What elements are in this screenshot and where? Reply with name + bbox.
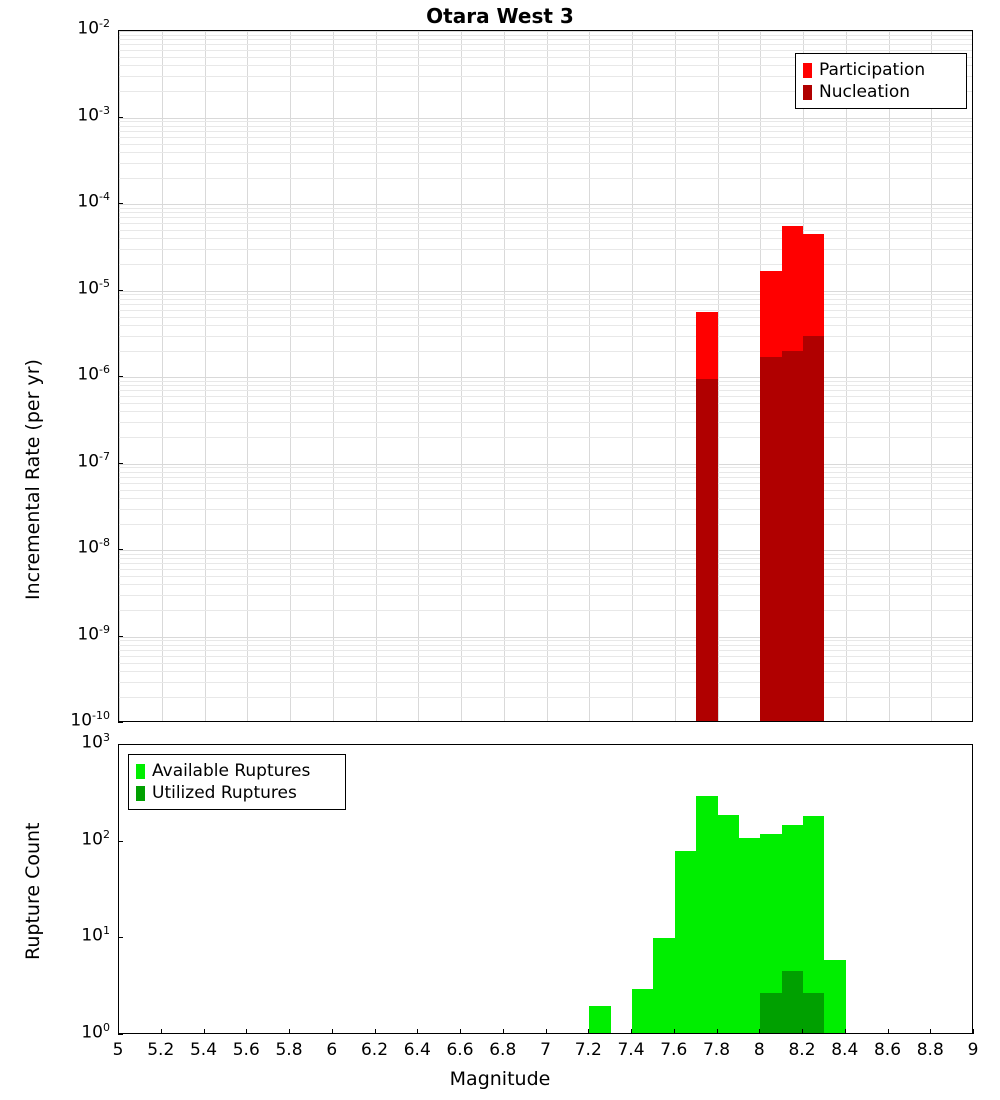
gridline — [119, 351, 972, 352]
gridline — [119, 163, 972, 164]
gridline — [376, 31, 377, 721]
legend-label-utilized: Utilized Ruptures — [152, 783, 297, 803]
legend-item-utilized-ruptures — [136, 782, 338, 804]
x-tick-label: 7.2 — [574, 1040, 602, 1060]
gridline — [119, 152, 972, 153]
gridline — [418, 31, 419, 721]
gridline — [119, 35, 972, 36]
incremental-rate-plot — [118, 30, 973, 722]
x-tick-label: 6.8 — [489, 1040, 517, 1060]
bar — [739, 838, 760, 1034]
legend-label-available: Available Ruptures — [152, 761, 311, 781]
x-tick-mark — [674, 1029, 675, 1034]
x-tick-label: 5.2 — [147, 1040, 175, 1060]
x-tick-mark — [588, 1029, 589, 1034]
gridline — [119, 230, 972, 231]
gridline — [547, 31, 548, 721]
gridline — [119, 595, 972, 596]
y-tick-mark — [118, 549, 123, 550]
gridline — [119, 483, 972, 484]
x-tick-mark — [845, 1029, 846, 1034]
gridline — [119, 490, 972, 491]
gridline — [119, 697, 972, 698]
gridline — [119, 576, 972, 577]
gridline — [119, 637, 972, 638]
gridline — [119, 131, 972, 132]
x-tick-label: 8 — [753, 1040, 765, 1060]
y-tick-label: $10^3$ — [81, 731, 110, 753]
bar — [824, 960, 845, 1034]
y-tick-label: $10^{-7}$ — [77, 449, 110, 472]
bar — [760, 993, 781, 1034]
gridline — [119, 249, 972, 250]
gridline — [119, 464, 972, 465]
top-legend — [795, 53, 967, 109]
x-tick-label: 6.4 — [403, 1040, 431, 1060]
x-tick-label: 5 — [112, 1040, 124, 1060]
x-tick-mark — [888, 1029, 889, 1034]
x-tick-mark — [332, 1029, 333, 1034]
legend-item-available-ruptures — [136, 760, 338, 782]
gridline — [119, 524, 972, 525]
y-tick-label: $10^2$ — [81, 827, 110, 850]
gridline — [119, 563, 972, 564]
gridline — [119, 422, 972, 423]
x-tick-label: 6.2 — [360, 1040, 389, 1060]
gridline — [119, 640, 972, 641]
x-tick-mark — [460, 1029, 461, 1034]
gridline — [205, 31, 206, 721]
x-tick-label: 5.4 — [189, 1040, 218, 1060]
legend-label-nucleation: Nucleation — [819, 82, 911, 102]
gridline — [119, 509, 972, 510]
x-tick-mark — [289, 1029, 290, 1034]
y-tick-label: $10^{-8}$ — [77, 536, 110, 558]
gridline — [119, 304, 972, 305]
gridline — [119, 377, 972, 378]
legend-item-participation — [803, 59, 959, 81]
gridline — [119, 178, 972, 179]
gridline — [119, 118, 972, 119]
gridline — [119, 403, 972, 404]
x-tick-label: 8.6 — [873, 1040, 902, 1060]
gridline — [119, 208, 972, 209]
bar — [782, 351, 803, 722]
y-tick-label: $10^{-2}$ — [77, 17, 110, 39]
gridline — [119, 498, 972, 499]
gridline — [119, 325, 972, 326]
y-tick-mark — [118, 463, 123, 464]
bar — [803, 993, 824, 1034]
gridline — [119, 584, 972, 585]
y-tick-label: $10^{-3}$ — [77, 103, 110, 126]
x-tick-label: 7.6 — [660, 1040, 688, 1060]
gridline — [119, 472, 972, 473]
gridline — [889, 31, 890, 721]
y-tick-mark — [118, 841, 123, 842]
x-tick-mark — [503, 1029, 504, 1034]
x-tick-label: 5.8 — [275, 1040, 303, 1060]
x-tick-label: 6.6 — [446, 1040, 474, 1060]
gridline — [119, 610, 972, 611]
gridline — [119, 437, 972, 438]
gridline — [119, 204, 972, 205]
gridline — [119, 336, 972, 337]
y-tick-mark — [118, 117, 123, 118]
x-tick-mark — [802, 1029, 803, 1034]
legend-label-participation: Participation — [819, 60, 926, 80]
bar — [760, 357, 781, 722]
gridline — [119, 317, 972, 318]
legend-item-nucleation — [803, 81, 959, 103]
gridline — [333, 31, 334, 721]
x-axis-label: Magnitude — [449, 1068, 551, 1090]
gridline — [119, 310, 972, 311]
x-tick-label: 7.4 — [617, 1040, 645, 1060]
y-tick-label: $10^1$ — [81, 924, 110, 946]
gridline — [119, 223, 972, 224]
gridline — [119, 299, 972, 300]
gridline — [119, 381, 972, 382]
bar — [803, 336, 824, 722]
page-title: Otara West 3 — [426, 4, 574, 28]
legend-swatch-available — [136, 764, 145, 779]
gridline — [119, 554, 972, 555]
x-tick-mark — [375, 1029, 376, 1034]
bar — [696, 796, 717, 1034]
x-tick-mark — [759, 1029, 760, 1034]
legend-swatch-utilized — [136, 786, 145, 801]
gridline — [119, 126, 972, 127]
x-tick-mark — [930, 1029, 931, 1034]
gridline — [119, 477, 972, 478]
x-tick-mark — [246, 1029, 247, 1034]
x-tick-mark — [717, 1029, 718, 1034]
y-tick-label: $10^{-10}$ — [70, 709, 110, 731]
bar — [632, 989, 653, 1034]
y-tick-label: $10^{-5}$ — [77, 276, 110, 299]
x-tick-mark — [973, 1029, 974, 1034]
gridline — [119, 44, 972, 45]
gridline — [931, 31, 932, 721]
y-tick-label: $10^0$ — [81, 1021, 110, 1043]
gridline — [162, 31, 163, 721]
x-tick-label: 8.8 — [916, 1040, 944, 1060]
y-tick-label: $10^{-9}$ — [77, 622, 110, 645]
gridline — [119, 294, 972, 295]
bar — [653, 938, 674, 1034]
gridline — [119, 238, 972, 239]
bar — [718, 815, 739, 1034]
gridline — [632, 31, 633, 721]
gridline — [119, 385, 972, 386]
bottom-legend — [128, 754, 346, 810]
y-tick-mark — [118, 1034, 123, 1035]
bar — [696, 379, 717, 722]
x-tick-mark — [118, 1029, 119, 1034]
y-tick-mark — [118, 376, 123, 377]
gridline — [119, 121, 972, 122]
gridline — [119, 650, 972, 651]
x-tick-label: 6 — [326, 1040, 338, 1060]
gridline — [461, 31, 462, 721]
x-tick-mark — [161, 1029, 162, 1034]
gridline — [119, 663, 972, 664]
legend-swatch-participation — [803, 63, 812, 78]
gridline — [119, 645, 972, 646]
x-tick-label: 9 — [967, 1040, 979, 1060]
bar — [782, 971, 803, 1034]
x-tick-mark — [546, 1029, 547, 1034]
gridline — [675, 31, 676, 721]
x-tick-mark — [204, 1029, 205, 1034]
gridline — [119, 467, 972, 468]
gridline — [589, 31, 590, 721]
bar — [675, 851, 696, 1034]
x-tick-label: 5.6 — [232, 1040, 260, 1060]
x-tick-label: 8.2 — [788, 1040, 816, 1060]
gridline — [119, 144, 972, 145]
gridline — [504, 31, 505, 721]
legend-swatch-nucleation — [803, 85, 812, 100]
gridline — [119, 291, 972, 292]
y-tick-label: $10^{-6}$ — [77, 363, 110, 385]
gridline — [290, 31, 291, 721]
gridline — [718, 31, 719, 721]
gridline — [119, 682, 972, 683]
gridline — [119, 550, 972, 551]
gridline — [119, 558, 972, 559]
bar — [589, 1006, 610, 1034]
top-y-axis-label: Incremental Rate (per yr) — [22, 359, 44, 600]
gridline — [119, 396, 972, 397]
gridline — [119, 264, 972, 265]
x-tick-label: 7.8 — [702, 1040, 731, 1060]
y-tick-mark — [118, 30, 123, 31]
x-tick-mark — [417, 1029, 418, 1034]
gridline — [119, 390, 972, 391]
y-tick-mark — [118, 290, 123, 291]
gridline — [247, 31, 248, 721]
gridline — [119, 411, 972, 412]
bottom-y-axis-label: Rupture Count — [22, 822, 44, 960]
y-tick-label: $10^{-4}$ — [77, 190, 110, 212]
gridline — [846, 31, 847, 721]
gridline — [119, 137, 972, 138]
gridline — [119, 39, 972, 40]
y-tick-mark — [118, 744, 123, 745]
gridline — [119, 31, 972, 32]
gridline — [119, 212, 972, 213]
y-tick-mark — [118, 937, 123, 938]
gridline — [119, 569, 972, 570]
gridline — [119, 50, 972, 51]
gridline — [119, 217, 972, 218]
x-tick-label: 7 — [540, 1040, 551, 1060]
gridline — [119, 656, 972, 657]
x-tick-mark — [631, 1029, 632, 1034]
y-tick-mark — [118, 203, 123, 204]
y-tick-mark — [118, 636, 123, 637]
x-tick-label: 8.4 — [831, 1040, 859, 1060]
gridline — [119, 671, 972, 672]
y-tick-mark — [118, 722, 123, 723]
